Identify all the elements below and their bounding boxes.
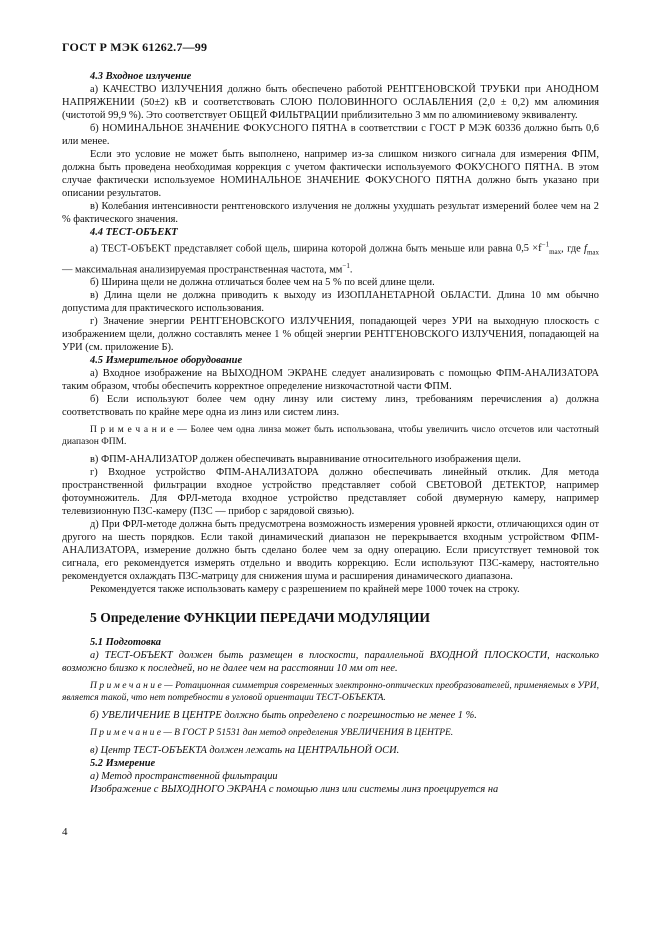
section-4-3-title: 4.3 Входное излучение <box>90 71 192 82</box>
page-number: 4 <box>62 826 68 838</box>
s52-item-a: а) Метод пространственной фильтрации <box>90 771 278 783</box>
s45-item-b: б) Если используют более чем одну линзу или систему линз, требованиям перечисления а) должна соответствовать по крайне мере одна из линз или систем линз. <box>62 394 599 419</box>
section-4-4-title: 4.4 ТЕСТ-ОБЪЕКТ <box>90 227 178 238</box>
s43-item-v: в) Колебания интенсивности рентгеновского излучения не должны ухудшать результат измерений более чем на 2 % фактического значения. <box>62 201 599 225</box>
s45-item-a: а) Входное изображение на ВЫХОДНОМ ЭКРАНЕ следует анализировать с помощью ФПМ-АНАЛИЗАТОРА таким образом, чтобы обеспечить корректное определение низкочастотной части ФПМ. <box>62 368 599 393</box>
section-5-1-title: 5.1 Подготовка <box>90 637 161 649</box>
s43-item-b: б) НОМИНАЛЬНОЕ ЗНАЧЕНИЕ ФОКУСНОГО ПЯТНА в соответствии с ГОСТ Р МЭК 60336 должно быть 0,6 или менее. <box>62 123 599 147</box>
s45-recommendation: Рекомендуется также использовать камеру с разрешением по крайней мере 1000 точек на строку. <box>90 584 520 596</box>
s51-note-2: П р и м е ч а н и е — В ГОСТ Р 51531 дан метод определения УВЕЛИЧЕНИЯ В ЦЕНТРЕ. <box>90 728 454 739</box>
section-5-title: 5 Определение ФУНКЦИИ ПЕРЕДАЧИ МОДУЛЯЦИИ <box>90 610 431 626</box>
s51-item-a: а) ТЕСТ-ОБЪЕКТ должен быть размещен в плоскости, параллельной ВХОДНОЙ ПЛОСКОСТИ, насколько возможно близко к последней, но не далее чем на расстоянии 10 мм от нее. <box>62 650 599 675</box>
s43-item-b-continued: Если это условие не может быть выполнено, например из-за слишком низкого сигнала для измерения ФПМ, должна быть проведена необходимая коррекция с учетом фактически используемого ФОКУСНОГО ПЯТНА. В этом случае фактически используемое НОМИНАЛЬНОЕ ЗНАЧЕНИЕ ФОКУСНОГО ПЯТНА должно быть указано при описании результатов. <box>62 149 599 199</box>
document-body <box>62 70 599 796</box>
s44-a-text: а) ТЕСТ-ОБЪЕКТ представляет собой щель, ширина которой должна быть меньше или равна <box>90 243 513 255</box>
s52-text: Изображение с ВЫХОДНОГО ЭКРАНА с помощью линз или системы линз проецируется на <box>90 784 499 796</box>
s45-item-v: в) ФПМ-АНАЛИЗАТОР должен обеспечивать выравнивание относительного изображения щели. <box>90 454 522 466</box>
s45-item-g: г) Входное устройство ФПМ-АНАЛИЗАТОРА должно обеспечивать линейный отклик. Для метода пространственной фильтрации входное устройство представляет собой СВЕТОВОЙ ДЕТЕКТОР, например фотоумножитель. Для ФРЛ-метода входное устройство представляет собой двумерную камеру, например телевизионную ПЗС-камеру (ПЗС — прибор с зарядовой связью). <box>62 467 599 518</box>
s51-item-v: в) Центр ТЕСТ-ОБЪЕКТА должен лежать на ЦЕНТРАЛЬНОЙ ОСИ. <box>90 745 400 757</box>
s43-item-a: а) КАЧЕСТВО ИЗЛУЧЕНИЯ должно быть обеспечено работой РЕНТГЕНОВСКОЙ ТРУБКИ при АНОДНОМ НАПРЯЖЕНИИ (50±2) кВ и соответствовать СЛОЮ ПОЛОВИННОГО ОСЛАБЛЕНИЯ (2,0 ± 0,2) мм алюминия (чистотой 99,9 %). Это соответствует ОБЩЕЙ ФИЛЬТРАЦИИ приблизительно 3 мм по алюминиевому эквиваленту. <box>62 84 599 121</box>
s44-item-g: г) Значение энергии РЕНТГЕНОВСКОГО ИЗЛУЧЕНИЯ, попадающей через УРИ на выходную плоскость с изображением щели, должно составлять менее 1 % общей энергии РЕНТГЕНОВСКОГО ИЗЛУЧЕНИЯ, попадающей на УРИ (см. приложение Б). <box>62 316 599 354</box>
s44-a-formula: $0,5 \times f^{-1}_{max}$ <box>516 241 562 257</box>
s44-item-v: в) Длина щели не должна приводить к выходу из ИЗОПЛАНЕТАРНОЙ ОБЛАСТИ. Длина 10 мм обычно допустима для практического использования. <box>62 290 599 315</box>
document-header: ГОСТ Р МЭК 61262.7—99 <box>62 40 208 54</box>
s51-item-b: б) УВЕЛИЧЕНИЕ В ЦЕНТРЕ должно быть определено с погрешностью не менее 1 %. <box>90 710 477 722</box>
s45-item-d: д) При ФРЛ-методе должна быть предусмотрена возможность измерения уровней яркости, отличающихся один от другого на шесть порядков. Если такой динамический диапазон не перекрывается входным устройством ФПМ-АНАЛИЗАТОРА, измерение должно быть сделано более чем за одну операцию. Если присутствует темновой ток сигнала, его рекомендуется измерять отдельно и вводить коррекцию. Если используют ПЗС-камеру, настоятельно рекомендуется охлаждать ПЗС-матрицу для снижения шума и расширения динамического диапазона. <box>62 519 599 583</box>
s45-note: П р и м е ч а н и е — Более чем одна линза может быть использована, чтобы увеличить число отсчетов или частотный диапазон ФПМ. <box>62 425 599 448</box>
s44-item-a: а) ТЕСТ-ОБЪЕКТ представляет собой щель, ширина которой должна быть меньше или равна $0,5 \times f^{-1}_{max}$, где $f_{max}$ — максимальная анализируемая пространственная частота, $мм^{-1}$. <box>62 241 599 276</box>
section-4-5-title: 4.5 Измерительное оборудование <box>90 355 243 367</box>
s44-item-b: б) Ширина щели не должна отличаться более чем на 5 % по всей длине щели. <box>90 277 435 289</box>
section-5-2-title: 5.2 Измерение <box>90 758 156 770</box>
s51-note-1: П р и м е ч а н и е — Ротационная симметрия современных электронно-оптических преобразователей, применяемых в УРИ, является такой, что нет потребности в угловой ориентации ТЕСТ-ОБЪЕКТА. <box>62 681 599 704</box>
